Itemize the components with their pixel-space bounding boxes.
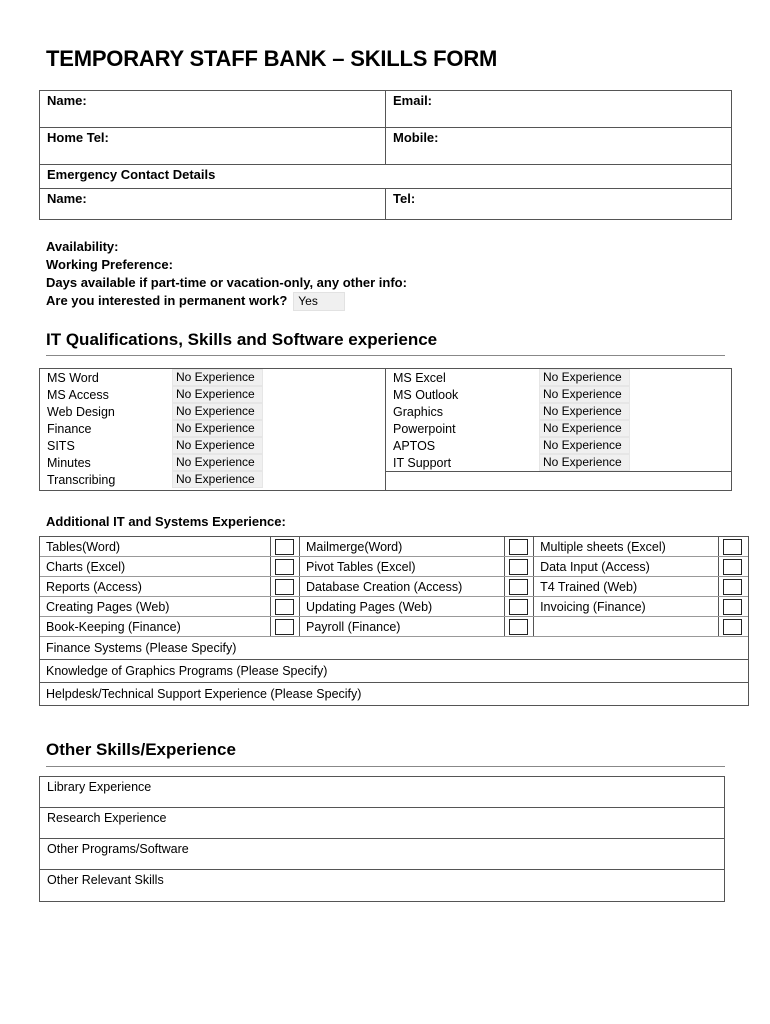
it-skill-row xyxy=(40,369,385,386)
checkbox-label: Reports (Access) xyxy=(46,579,142,594)
it-skill-label: Minutes xyxy=(47,455,91,470)
experience-select[interactable]: No Experience xyxy=(539,454,630,471)
checkbox[interactable] xyxy=(275,619,294,635)
other-programs-field[interactable]: Other Programs/Software xyxy=(40,839,724,870)
contact-details-table xyxy=(39,90,732,220)
checkbox[interactable] xyxy=(275,579,294,595)
emergency-tel-label: Tel: xyxy=(393,191,416,206)
checkbox[interactable] xyxy=(723,619,742,635)
emergency-heading: Emergency Contact Details xyxy=(47,167,216,182)
table-row xyxy=(40,537,748,557)
it-skill-row xyxy=(386,420,731,437)
page-title: TEMPORARY STAFF BANK – SKILLS FORM xyxy=(46,46,498,71)
checkbox[interactable] xyxy=(509,599,528,615)
table-row xyxy=(40,597,748,617)
emergency-name-field[interactable] xyxy=(40,189,386,219)
it-skill-row xyxy=(40,471,385,488)
checkbox[interactable] xyxy=(275,559,294,575)
it-skill-label: Powerpoint xyxy=(393,421,456,436)
experience-select[interactable]: No Experience xyxy=(172,369,263,386)
checkbox[interactable] xyxy=(509,539,528,555)
it-skill-row xyxy=(386,454,731,471)
it-skill-label: MS Outlook xyxy=(393,387,459,402)
permanent-work-label: Are you interested in permanent work? xyxy=(46,293,288,308)
other-relevant-skills-field[interactable]: Other Relevant Skills xyxy=(47,873,164,887)
it-skill-row xyxy=(40,454,385,471)
experience-select[interactable]: No Experience xyxy=(172,420,263,437)
checkbox-label: Database Creation (Access) xyxy=(305,579,463,594)
it-skill-row xyxy=(386,386,731,403)
it-skill-label: SITS xyxy=(47,438,75,453)
checkbox[interactable] xyxy=(275,599,294,615)
emergency-name-label: Name: xyxy=(47,191,87,206)
name-label: Name: xyxy=(47,93,87,108)
mobile-field[interactable] xyxy=(386,128,731,164)
experience-select[interactable]: No Experience xyxy=(539,403,630,420)
it-skill-row xyxy=(40,403,385,420)
graphics-programs-field[interactable]: Knowledge of Graphics Programs (Please Specify) xyxy=(40,660,748,683)
checkbox-label: Pivot Tables (Excel) xyxy=(305,559,416,574)
it-section-rule xyxy=(46,355,725,356)
experience-select[interactable]: No Experience xyxy=(172,386,263,403)
days-available-label: Days available if part-time or vacation-only, any other info: xyxy=(46,275,407,290)
checkbox-label: Multiple sheets (Excel) xyxy=(540,539,666,554)
experience-select[interactable]: No Experience xyxy=(172,454,263,471)
experience-select[interactable]: No Experience xyxy=(539,369,630,386)
experience-select[interactable]: No Experience xyxy=(172,437,263,454)
email-label: Email: xyxy=(393,93,433,108)
it-skill-label: Web Design xyxy=(47,404,115,419)
availability-block xyxy=(46,238,407,310)
checkbox[interactable] xyxy=(723,599,742,615)
table-row xyxy=(40,617,748,637)
experience-select[interactable]: No Experience xyxy=(172,471,263,488)
checkbox[interactable] xyxy=(723,579,742,595)
helpdesk-field[interactable]: Helpdesk/Technical Support Experience (Please Specify) xyxy=(46,687,362,701)
home-tel-label: Home Tel: xyxy=(47,130,109,145)
checkbox[interactable] xyxy=(509,619,528,635)
library-experience-field[interactable]: Library Experience xyxy=(40,777,724,808)
checkbox[interactable] xyxy=(509,579,528,595)
it-skill-label: MS Access xyxy=(47,387,109,402)
table-row xyxy=(40,577,748,597)
experience-select[interactable]: No Experience xyxy=(539,386,630,403)
it-skill-label: Graphics xyxy=(393,404,444,419)
it-skill-label: IT Support xyxy=(393,455,452,470)
checkbox-label: T4 Trained (Web) xyxy=(540,579,638,594)
checkbox[interactable] xyxy=(723,559,742,575)
checkbox-label: Tables(Word) xyxy=(46,539,121,554)
it-skills-left-column xyxy=(40,369,386,490)
experience-select[interactable]: No Experience xyxy=(539,437,630,454)
it-skill-row xyxy=(386,437,731,454)
it-skill-label: Finance xyxy=(47,421,92,436)
it-skill-label: MS Excel xyxy=(393,370,446,385)
research-experience-field[interactable]: Research Experience xyxy=(40,808,724,839)
it-section-heading: IT Qualifications, Skills and Software experience xyxy=(46,330,438,349)
name-field[interactable] xyxy=(40,91,386,127)
it-skill-row xyxy=(40,420,385,437)
it-skill-label: MS Word xyxy=(47,370,99,385)
it-skill-row xyxy=(386,403,731,420)
additional-experience-table xyxy=(39,536,749,706)
experience-select[interactable]: No Experience xyxy=(172,403,263,420)
other-section-rule xyxy=(46,766,725,767)
empty-row xyxy=(386,471,731,489)
table-row xyxy=(40,557,748,577)
checkbox-label: Mailmerge(Word) xyxy=(305,539,403,554)
email-field[interactable] xyxy=(386,91,731,127)
checkbox-label: Invoicing (Finance) xyxy=(540,599,646,614)
finance-systems-field[interactable]: Finance Systems (Please Specify) xyxy=(40,637,748,660)
home-tel-field[interactable] xyxy=(40,128,386,164)
it-skill-label: APTOS xyxy=(393,438,436,453)
checkbox-label: Charts (Excel) xyxy=(46,559,126,574)
additional-heading: Additional IT and Systems Experience: xyxy=(46,514,286,529)
it-skill-label: Transcribing xyxy=(47,472,116,487)
checkbox[interactable] xyxy=(723,539,742,555)
availability-label: Availability: xyxy=(46,239,119,254)
checkbox[interactable] xyxy=(509,559,528,575)
other-skills-table xyxy=(39,776,725,902)
it-skill-row xyxy=(40,386,385,403)
emergency-tel-field[interactable] xyxy=(386,189,731,219)
other-section-heading: Other Skills/Experience xyxy=(46,740,236,759)
it-skill-row xyxy=(40,437,385,454)
checkbox-label: Payroll (Finance) xyxy=(305,619,401,634)
checkbox[interactable] xyxy=(275,539,294,555)
working-preference-label: Working Preference: xyxy=(46,257,173,272)
it-skill-row xyxy=(386,369,731,386)
mobile-label: Mobile: xyxy=(393,130,439,145)
experience-select[interactable]: No Experience xyxy=(539,420,630,437)
checkbox-label: Data Input (Access) xyxy=(540,559,650,574)
it-skills-right-column xyxy=(386,369,731,490)
checkbox-label: Creating Pages (Web) xyxy=(46,599,170,614)
permanent-work-select[interactable]: Yes xyxy=(293,292,345,311)
checkbox-label: Updating Pages (Web) xyxy=(305,599,433,614)
checkbox-label: Book-Keeping (Finance) xyxy=(46,619,181,634)
it-skills-table xyxy=(39,368,732,491)
